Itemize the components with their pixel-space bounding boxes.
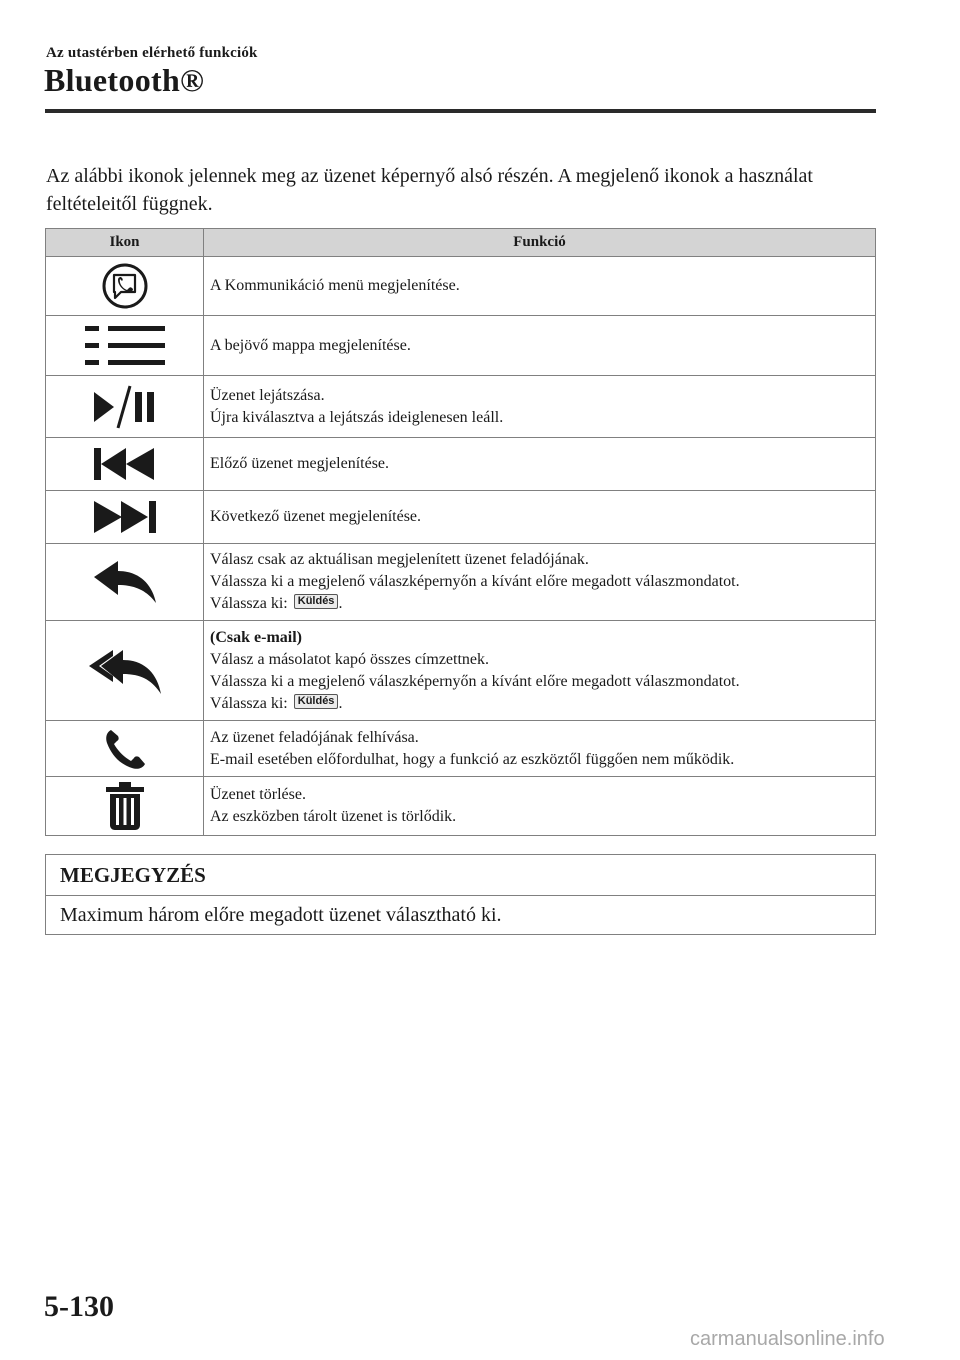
table-row xyxy=(46,491,876,544)
reply-all-icon xyxy=(87,646,163,696)
function-text: Üzenet lejátszása. xyxy=(210,386,325,404)
table-header-row xyxy=(46,229,876,257)
table-row xyxy=(46,376,876,438)
communication-menu-icon xyxy=(100,261,150,311)
watermark: carmanualsonline.info xyxy=(690,1328,885,1350)
column-header-function: Funkció xyxy=(204,229,876,257)
function-text: A bejövő mappa megjelenítése. xyxy=(210,336,411,354)
inbox-list-icon xyxy=(85,324,165,368)
table-row xyxy=(46,777,876,836)
column-header-icon: Ikon xyxy=(46,229,204,257)
function-text: Előző üzenet megjelenítése. xyxy=(210,455,390,472)
note-title: MEGJEGYZÉS xyxy=(46,855,875,896)
page-number: 5-130 xyxy=(44,1290,114,1323)
send-button[interactable]: Küldés xyxy=(294,594,339,609)
function-text xyxy=(210,693,869,715)
intro-paragraph: Az alábbi ikonok jelennek meg az üzenet képernyő alsó részén. A megjelenő ikonok a használat feltételeitől függnek. xyxy=(46,165,813,215)
send-button[interactable]: Küldés xyxy=(294,694,339,709)
function-text: Az üzenet feladójának felhívása. xyxy=(210,728,419,746)
note-box xyxy=(45,854,876,935)
table-row xyxy=(46,621,876,721)
table-row xyxy=(46,544,876,621)
function-text: Válasz a másolatot kapó összes címzettnek. xyxy=(210,650,490,668)
note-text: Maximum három előre megadott üzenet választható ki. xyxy=(60,904,502,926)
icon-function-table xyxy=(45,228,876,836)
select-prefix: Válassza ki: xyxy=(210,595,288,612)
section-label: Az utastérben elérhető funkciók xyxy=(46,45,258,61)
previous-icon xyxy=(94,444,156,484)
function-header: (Csak e-mail) xyxy=(210,628,302,646)
function-text: Válassza ki a megjelenő válaszképernyőn a kívánt előre megadott válaszmondatot. xyxy=(210,672,740,690)
function-text: Következő üzenet megjelenítése. xyxy=(210,508,422,525)
table-row xyxy=(46,257,876,316)
suffix: . xyxy=(338,694,343,712)
header-rule xyxy=(45,109,876,113)
trash-icon xyxy=(105,781,145,831)
phone-icon xyxy=(103,727,147,771)
next-icon xyxy=(94,497,156,537)
table-row xyxy=(46,316,876,376)
function-text xyxy=(210,593,869,615)
select-prefix: Válassza ki: xyxy=(210,694,288,712)
function-text: A Kommunikáció menü megjelenítése. xyxy=(210,277,460,294)
chapter-title: Bluetooth® xyxy=(44,62,205,98)
function-text: Válassza ki a megjelenő válaszképernyőn a kívánt előre megadott válaszmondatot. xyxy=(210,573,740,590)
function-text: Az eszközben tárolt üzenet is törlődik. xyxy=(210,808,457,825)
function-text: Válasz csak az aktuálisan megjelenített üzenet feladójának. xyxy=(210,551,589,568)
table-row xyxy=(46,721,876,777)
function-text: Üzenet törlése. xyxy=(210,786,306,803)
function-text: Újra kiválasztva a lejátszás ideiglenesen leáll. xyxy=(210,408,504,426)
reply-icon xyxy=(92,559,158,605)
suffix: . xyxy=(338,595,343,612)
function-text: E-mail esetében előfordulhat, hogy a funkció az eszköztől függően nem működik. xyxy=(210,750,735,768)
table-row xyxy=(46,438,876,491)
play-pause-icon xyxy=(92,384,158,430)
